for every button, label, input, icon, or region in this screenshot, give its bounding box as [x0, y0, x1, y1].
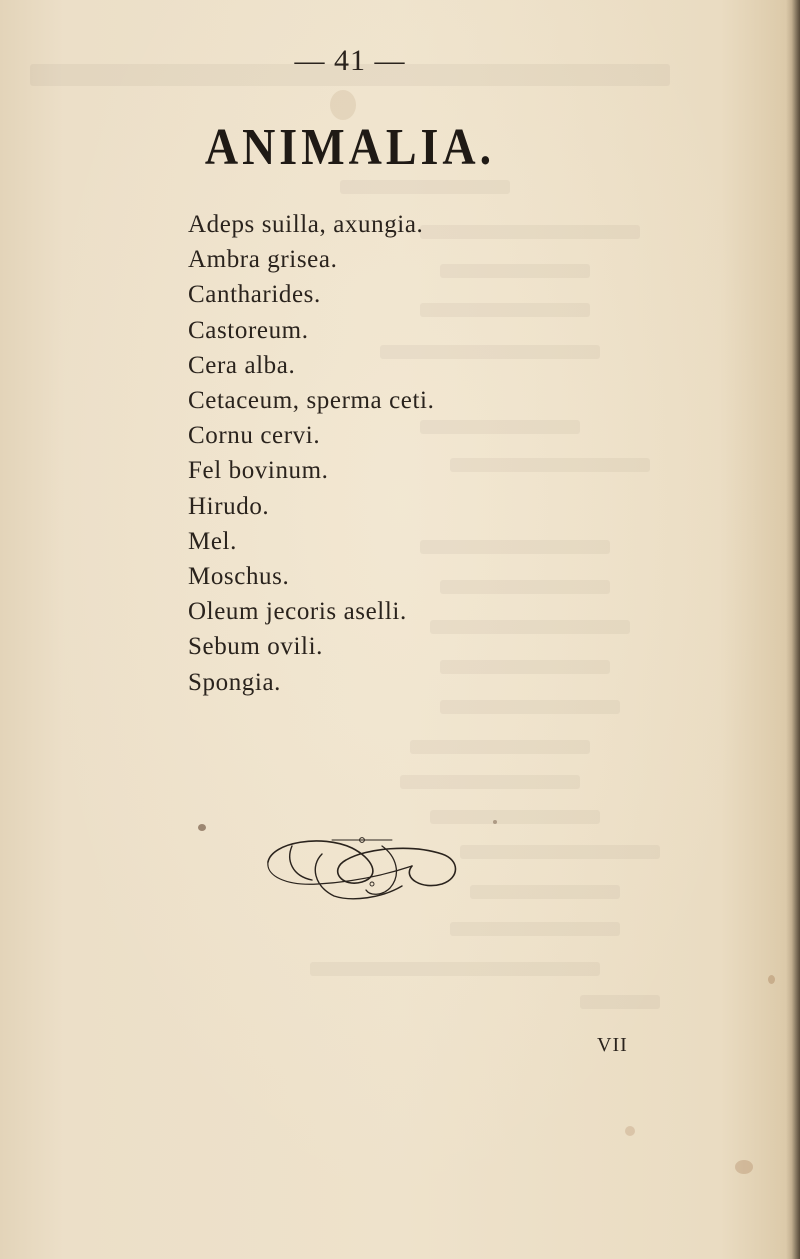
ink-spot: [198, 824, 206, 831]
foxing-spot: [735, 1160, 753, 1174]
list-item: Castoreum.: [188, 316, 309, 344]
decorative-flourish-icon: [262, 826, 462, 902]
foxing-spot: [493, 820, 497, 824]
list-item: Mel.: [188, 527, 237, 555]
list-item: Adeps suilla, axungia.: [188, 211, 424, 238]
foxing-spot: [330, 90, 356, 120]
list-item: Fel bovinum.: [188, 457, 329, 485]
list-item: Cornu cervi.: [188, 422, 321, 450]
list-item: Moschus.: [188, 563, 290, 591]
list-item: Sebum ovili.: [188, 633, 323, 661]
list-item: Ambra grisea.: [188, 246, 338, 274]
signature-mark: VII: [597, 1034, 628, 1056]
list-item: Spongia.: [188, 668, 281, 696]
foxing-spot: [768, 975, 775, 984]
section-title: ANIMALIA.: [204, 117, 496, 176]
foxing-spot: [625, 1126, 635, 1136]
list-item: Cantharides.: [188, 281, 321, 309]
list-item: Cetaceum, sperma ceti.: [188, 387, 435, 415]
binding-edge: [786, 0, 800, 1259]
list-item: Cera alba.: [188, 351, 296, 379]
list-item: Hirudo.: [188, 492, 270, 520]
ingredient-list: [188, 207, 434, 700]
list-item: Oleum jecoris aselli.: [188, 598, 407, 626]
page-number: — 41 —: [294, 44, 406, 77]
